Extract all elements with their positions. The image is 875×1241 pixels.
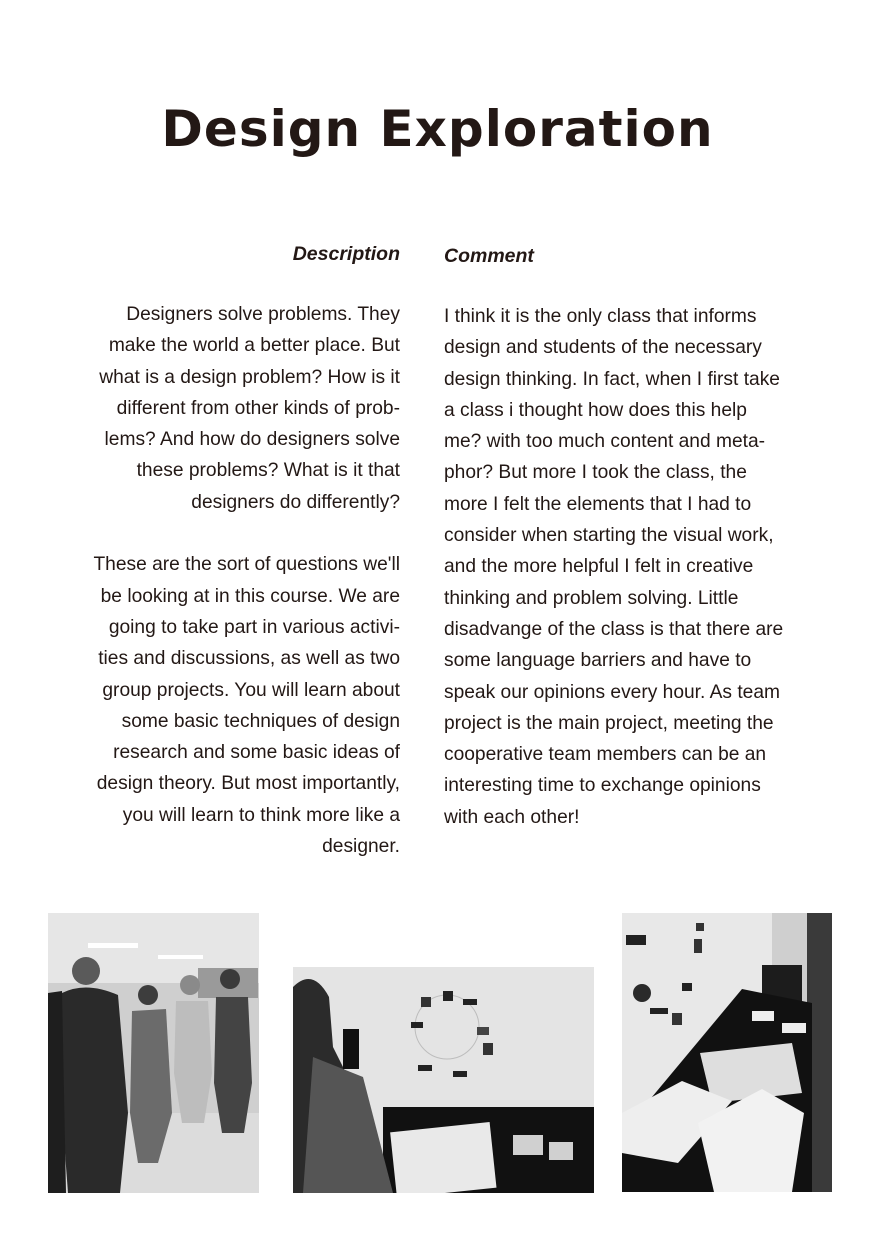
text-line: be looking at in this course. We are bbox=[100, 585, 400, 607]
comment-heading: Comment bbox=[444, 245, 534, 267]
text-line: Designers solve problems. They bbox=[126, 304, 400, 325]
text-line: some language barriers and have to bbox=[444, 650, 752, 672]
text-line: going to take part in various activi- bbox=[108, 616, 400, 638]
text-line: and the more helpful I felt in creative bbox=[444, 556, 754, 578]
text-line: more I felt the elements that I had to bbox=[444, 493, 752, 515]
text-line: designer. bbox=[322, 836, 400, 858]
comment-paragraph bbox=[444, 301, 834, 833]
text-line: I think it is the only class that informs bbox=[444, 306, 757, 327]
text-line: me? with too much content and meta- bbox=[444, 431, 766, 453]
text-line: make the world a better place. But bbox=[108, 335, 400, 357]
text-line: design theory. But most importantly, bbox=[96, 773, 400, 795]
exhibition-table-photo bbox=[622, 913, 832, 1192]
description-paragraph-2 bbox=[58, 549, 400, 862]
text-line: ties and discussions, as well as two bbox=[98, 648, 400, 670]
text-line: project is the main project, meeting the bbox=[444, 712, 774, 734]
classroom-group-photo bbox=[48, 913, 259, 1193]
text-line: what is a design problem? How is it bbox=[99, 366, 400, 388]
text-line: designers do differently? bbox=[191, 491, 400, 513]
text-line: some basic techniques of design bbox=[121, 710, 400, 732]
text-line: with each other! bbox=[444, 806, 580, 828]
text-line: cooperative team members can be an bbox=[444, 744, 767, 766]
text-line: interesting time to exchange opinions bbox=[444, 775, 761, 797]
description-heading: Description bbox=[292, 243, 400, 265]
text-line: thinking and problem solving. Little bbox=[444, 587, 739, 609]
text-line: these problems? What is it that bbox=[136, 460, 400, 482]
text-line: consider when starting the visual work, bbox=[444, 525, 774, 547]
text-line: group projects. You will learn about bbox=[102, 679, 400, 701]
text-line: disadvange of the class is that there are bbox=[444, 618, 784, 640]
text-line: lems? And how do designers solve bbox=[104, 429, 400, 451]
text-line: a class i thought how does this help bbox=[444, 399, 747, 421]
description-paragraph-1 bbox=[58, 299, 400, 518]
page-title: Design Exploration bbox=[161, 100, 714, 158]
description-column bbox=[58, 240, 400, 862]
student-photographing-wall-photo bbox=[293, 967, 594, 1193]
text-line: design and students of the necessary bbox=[444, 337, 762, 359]
text-line: research and some basic ideas of bbox=[113, 742, 400, 764]
text-line: These are the sort of questions we'll bbox=[93, 554, 400, 576]
text-line: speak our opinions every hour. As team bbox=[444, 681, 780, 703]
text-line: you will learn to think more like a bbox=[122, 804, 400, 826]
comment-column bbox=[444, 240, 834, 833]
text-line: design thinking. In fact, when I first take bbox=[444, 368, 780, 390]
text-line: phor? But more I took the class, the bbox=[444, 462, 747, 484]
text-line: different from other kinds of prob- bbox=[116, 397, 400, 419]
